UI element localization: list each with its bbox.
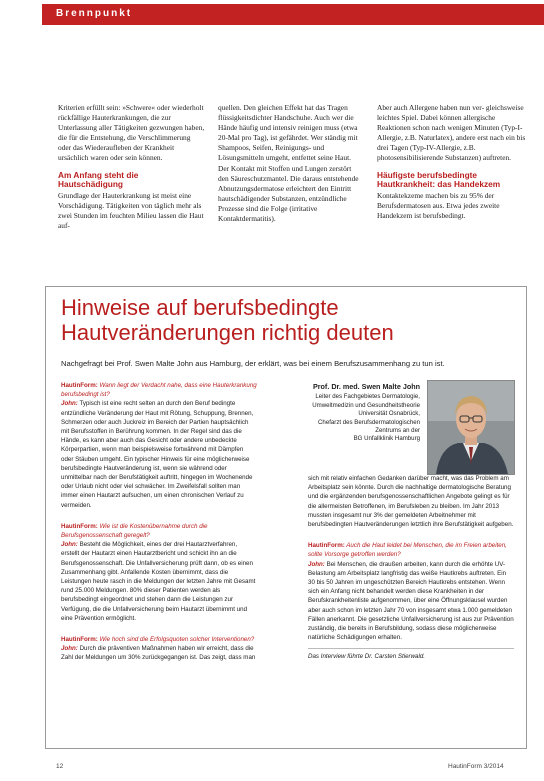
title-line: Hinweise auf berufsbedingte <box>61 295 339 320</box>
section-title: Brennpunkt <box>56 8 133 19</box>
question: HautinForm: Auch die Haut leidet bei Menschen, die im Freien arbeiten, sollte Vorsorge getroffen werden? <box>308 542 507 559</box>
portrait-image <box>428 381 514 474</box>
interview-box <box>45 286 527 749</box>
article-column-3 <box>377 103 528 221</box>
subheading: Häufigste berufsbedingte Hautkrankheit: das Handekzem <box>377 169 501 190</box>
question: HautinForm: Wie hoch sind die Erfolgsquoten solcher Interventionen? <box>61 636 255 644</box>
interview-right-column <box>308 474 514 744</box>
bio-line: Universität Osnabrück, <box>358 410 420 418</box>
question: HautinForm: Wann liegt der Verdacht nahe, dass eine Hauterkrankung berufsbedingt ist? <box>61 382 257 399</box>
interview-left-column <box>61 381 257 745</box>
paragraph: quellen. Den gleichen Effekt hat das Tragen flüssigkeitsdichter Handschuhe. Auch wer die Hände häufig und intensiv reinigen muss (etwa 20-Mal pro Tag), ist gefährdet. Wer ständig mit Shampoos, Seifen, Reinigungs- und Lösungsmitteln umgeht, entfettet seine Haut. Der Kontakt mit Stoffen und Lungen zerstört den Säureschutzmantel. Die daraus entstehende Abnutzungsdermatose erleichtert den Eintritt hautschädigender Substanzen, entzündliche Prozesse sind die Folge (irritative Kontaktdermatitis). <box>218 103 359 224</box>
intro-text: Nachgefragt bei Prof. Swen Malte John aus Hamburg, der erklärt, was bei einem Berufszusammenhang zu tun ist. <box>61 359 445 368</box>
expert-bio <box>259 383 420 444</box>
bio-line: Chefarzt des Berufsdermatologischen <box>318 418 420 426</box>
article-column-1 <box>58 103 205 231</box>
expert-name: Prof. Dr. med. Swen Malte John <box>312 382 420 391</box>
answer: John: Bei Menschen, die draußen arbeiten, kann durch die erhöhte UV-Belastung am Arbeitsplatz langfristig das weiße Hautkrebs auftreten. Ein 30 bis 50 Jahren im ungeschützten Bereich Hautkrebs entstehen. Wenn sich ein Anfang nicht behandelt werden diese Krankheiten in der Berufskrankheitenliste aufgenommen, über eine Öffnungsklausel wurden aber auch schon im letzten Jahr 70 von insgesamt etwa 1.000 gemeldeten Fällen anerkannt. Die gesetzliche Unfallversicherung ist aus zur Prävention zuständig, die bereits in Berufsbildung, sodass diese möglicherweise natürliche Schädigungen erhalten. <box>308 560 514 642</box>
paragraph: Grundlage der Hauterkrankung ist meist eine Vorschädigung. Tätigkeiten von täglich mehr als zwei Stunden im feuchten Milieu lassen die Haut auf- <box>58 190 204 231</box>
page-number: 12 <box>56 763 64 770</box>
answer: John: Besteht die Möglichkeit, eines der drei Hautarztverfahren, erstellt der Hautarzt einen Hautarztbericht und schickt ihn an die Berufsgenossenschaft. Die Unfallversicherung prüft dann, ob es einen Zusammenhang gibt. Anfallende Kosten übernimmt, dass die Leistungen heute rasch in die Meldungen der letzten Jahre mit Gesamt rund 25.000 Meldungen. 80% dieser Patienten werden als berufsbedingt eingeordnet und stehen dann die Leistungen zur Verfügung, die die Unfallversicherung beim Hautarzt übernimmt und eine Prävention ermöglicht. <box>61 541 256 622</box>
article-column-2 <box>218 103 363 224</box>
paragraph: Kontaktekzeme machen bis zu 95% der Berufsdermatosen aus. Etwa jedes zweite Handekzem ist berufsbedingt. <box>377 190 500 220</box>
subheading: Am Anfang steht die Hautschädigung <box>58 169 139 190</box>
title-line: Hautveränderungen richtig deuten <box>61 320 394 345</box>
paragraph: Kriterien erfüllt sein: »Schwere« oder wiederholt rückfällige Hauterkrankungen, die zur Unterlassung aller Tätigkeiten gezwungen haben, die für die Entstehung, die Verschlimmerung oder das Wiederaufleben der Krankheit ursächlich waren oder sein können. <box>58 103 205 163</box>
bio-line: Leiter des Fachgebietes Dermatologie, <box>315 393 420 401</box>
box-title <box>61 295 521 345</box>
question: HautinForm: Wie ist die Kostenübernahme durch die Berufsgenossenschaft geregelt? <box>61 522 208 540</box>
bio-line: Zentrums an der <box>375 427 420 435</box>
interview-credit: Das Interview führte Dr. Carsten Stierwald. <box>308 648 514 661</box>
bio-line: BG Unfallklinik Hamburg <box>353 435 420 443</box>
bio-line: Umweltmedizin und Gesundheitstheorie <box>312 401 420 409</box>
expert-portrait-photo <box>427 380 515 475</box>
answer: John: Typisch ist eine recht selten an durch den Beruf bedingte entzündliche Veränderung der Haut mit Rötung, Schuppung, Brennen, Schmerzen oder auch Juckreiz im Bereich der Partien hauptsächlich mit Berufsstoffen in Berührung kommen. In der Regel sind das die Hände, es kann aber auch das Gesicht oder andere unbedeckte Körperpartien, wenn man beispielsweise fortwährend mit Dämpfen oder Stäuben umgeht. Ein typischer Hinweis für eine möglicherweise berufsbedingte Hautveränderung ist, wenn sie während oder unmittelbar nach der Berufstätigkeit auftritt, hingegen im Wochenende oder Urlaub nicht oder viel schwächer. Im Zweifelsfall sollten man immer einen Hautarzt aufsuchen, um einen chronischen Verlauf zu vermeiden. <box>61 400 254 509</box>
section-header-bar <box>42 4 544 25</box>
answer: John: Durch die präventiven Maßnahmen haben wir erreicht, dass die Zahl der Meldungen um 30% zurückgegangen ist. Das zeigt, dass man <box>61 645 256 662</box>
paragraph: Aber auch Allergene haben nun ver- gleichsweise leichtes Spiel. Dabei können allergische Reaktionen schon nach wenigen Minuten (Typ-I-Allergie, z.B. Naturlatex), andere erst nach ein bis drei Tagen (Typ-IV-Allergie, z.B. photosensibilisierende Substanzen) auftreten. <box>377 103 526 163</box>
answer-continued: sich mit relativ einfachen Gedanken darüber macht, was das Problem am Arbeitsplatz sein könnte. Durch die nachhaltige dermatologische Beratung und die ergänzenden berufsgenossenschaftlichen Angebote gelingt es für die allermeisten Betroffenen, im Berufsleben zu bleiben. Im Jahr 2013 mussten insgesamt nur 3% der gemeldeten Arbeitnehmer mit berufsbedingten Hautveränderungen letztlich ihre Berufstätigkeit aufgeben. <box>308 475 514 529</box>
issue-label: HautinForm 3/2014 <box>448 763 504 770</box>
